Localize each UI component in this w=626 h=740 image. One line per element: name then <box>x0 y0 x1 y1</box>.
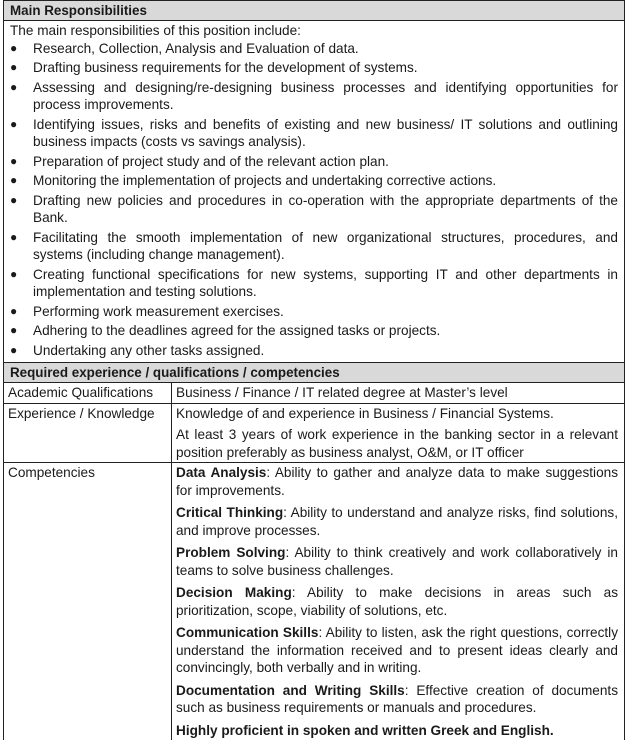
bullet-icon: ● <box>10 266 17 284</box>
language-requirement: Highly proficient in spoken and written Greek and English. <box>176 722 618 740</box>
bullet-icon: ● <box>10 192 17 210</box>
academic-value: Business / Finance / IT related degree at Master’s level <box>172 383 625 403</box>
competency-item: Data Analysis: Ability to gather and analyze data to make suggestions for improvements. <box>176 464 618 499</box>
bullet-icon: ● <box>10 303 17 321</box>
competencies-label: Competencies <box>4 463 172 740</box>
list-item: ● Research, Collection, Analysis and Evaluation of data. <box>4 40 618 58</box>
experience-value <box>172 403 625 463</box>
bullet-icon: ● <box>10 79 17 97</box>
competency-item: Problem Solving: Ability to think creatively and work collaboratively in teams to solve business challenges. <box>176 544 618 579</box>
requirements-header: Required experience / qualifications / competencies <box>4 362 624 383</box>
list-item: ● Assessing and designing/re-designing business processes and identifying opportunities for process improvements. <box>4 79 618 114</box>
competency-item: Critical Thinking: Ability to understand and analyze risks, find solutions, and improve processes. <box>176 504 618 539</box>
experience-paragraph: At least 3 years of work experience in the banking sector in a relevant position preferably as business analyst, O&M, or IT officer <box>176 426 618 461</box>
competency-item: Decision Making: Ability to make decisions in areas such as prioritization, scope, viability of solutions, etc. <box>176 584 618 619</box>
bullet-icon: ● <box>10 342 17 360</box>
competencies-value <box>172 463 625 740</box>
bullet-icon: ● <box>10 153 17 171</box>
bullet-icon: ● <box>10 40 17 58</box>
table-row <box>4 403 624 463</box>
bullet-icon: ● <box>10 322 17 340</box>
experience-paragraph: Knowledge of and experience in Business / Financial Systems. <box>176 405 618 423</box>
experience-label: Experience / Knowledge <box>4 403 172 463</box>
list-item: ● Drafting new policies and procedures in co-operation with the appropriate departments of the Bank. <box>4 192 618 227</box>
bullet-icon: ● <box>10 59 17 77</box>
competency-item: Communication Skills: Ability to listen, ask the right questions, correctly understand the information received and to present ideas clearly and convincingly, both verbally and in writing. <box>176 624 618 677</box>
table-row <box>4 383 624 403</box>
main-responsibilities-header: Main Responsibilities <box>4 1 624 21</box>
list-item: ● Preparation of project study and of the relevant action plan. <box>4 153 618 171</box>
list-item: ● Adhering to the deadlines agreed for the assigned tasks or projects. <box>4 322 618 340</box>
list-item: ● Facilitating the smooth implementation of new organizational structures, procedures, and systems (including change management). <box>4 229 618 264</box>
list-item: ● Creating functional specifications for new systems, supporting IT and other departments in implementation and testing solutions. <box>4 266 618 301</box>
table-row <box>4 463 624 740</box>
academic-label: Academic Qualifications <box>4 383 172 403</box>
list-item: ● Performing work measurement exercises. <box>4 303 618 321</box>
job-description-document <box>3 0 625 740</box>
responsibilities-intro: The main responsibilities of this position include: <box>4 21 624 40</box>
list-item: ● Drafting business requirements for the development of systems. <box>4 59 618 77</box>
responsibilities-list <box>4 40 624 363</box>
bullet-icon: ● <box>10 229 17 247</box>
requirements-table <box>4 383 624 740</box>
list-item: ● Identifying issues, risks and benefits of existing and new business/ IT solutions and outlining business impacts (costs vs savings analysis). <box>4 116 618 151</box>
competency-item: Documentation and Writing Skills: Effective creation of documents such as business requirements or manuals and procedures. <box>176 682 618 717</box>
bullet-icon: ● <box>10 116 17 134</box>
list-item: ● Monitoring the implementation of projects and undertaking corrective actions. <box>4 172 618 190</box>
bullet-icon: ● <box>10 172 17 190</box>
list-item: ● Undertaking any other tasks assigned. <box>4 342 618 360</box>
